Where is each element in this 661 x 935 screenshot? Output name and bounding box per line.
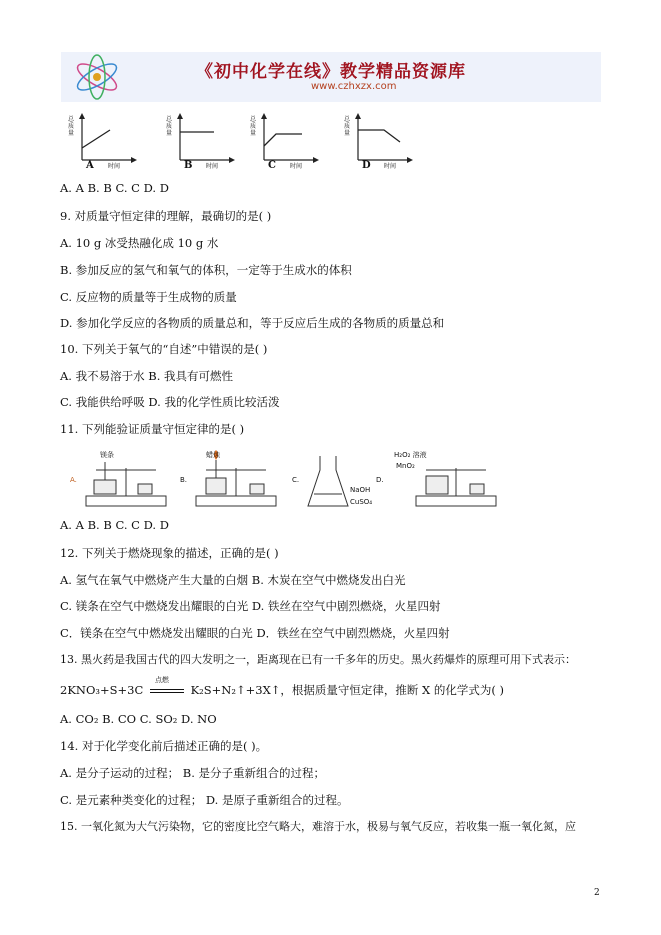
q11-label-d: D. — [376, 476, 384, 484]
graph-ylabel: 总质量 — [68, 116, 75, 137]
graph-b — [166, 112, 236, 174]
q11-apparatus-row — [60, 448, 620, 518]
q9-option-d: D. 参加化学反应的各物质的质量总和，等于反应后生成的各物质的质量总和 — [60, 316, 445, 330]
q13-equation — [60, 676, 505, 698]
graph-ylabel: 总质量 — [344, 116, 351, 137]
atom-logo-icon — [67, 53, 127, 101]
banner-url: www.czhxzx.com — [311, 81, 397, 92]
q14-stem: 14. 对于化学变化前后描述正确的是( )。 — [60, 739, 268, 753]
q10-stem: 10. 下列关于氧气的“自述”中错误的是( ) — [60, 342, 268, 356]
graph-b-axes — [166, 112, 236, 174]
graph-a — [68, 112, 138, 174]
graph-c — [250, 112, 320, 174]
graph-letter: B — [184, 160, 193, 171]
graph-letter: D — [362, 160, 371, 171]
q12-stem: 12. 下列关于燃烧现象的描述，正确的是( ) — [60, 546, 279, 560]
q11-label-c: C. — [292, 476, 300, 484]
q8-options: A. A B. B C. C D. D — [60, 181, 169, 195]
q11-label-a: A. — [70, 476, 77, 484]
q11-item-b: 蜡烛 — [206, 451, 220, 459]
q11-c-cuso4: CuSO₄ — [350, 498, 373, 506]
q13-stem: 13. 黑火药是我国古代的四大发明之一，距离现在已有一千多年的历史。黑火药爆炸的原理可用下式表示： — [60, 653, 576, 666]
q13-eq-left: 2KNO₃+S+3C — [60, 683, 144, 697]
balance-apparatus-icons — [60, 448, 620, 518]
banner-title: 《初中化学在线》教学精品资源库 — [196, 62, 466, 82]
header-banner — [61, 52, 601, 102]
page-number: 2 — [594, 888, 600, 898]
q11-d-mno2: MnO₂ — [396, 462, 415, 470]
graph-letter: A — [86, 160, 94, 171]
graph-c-axes — [250, 112, 320, 174]
q11-item-a: 镁条 — [100, 451, 114, 459]
q10-options-row1: A. 我不易溶于水 B. 我具有可燃性 — [60, 369, 234, 383]
q11-d-h2o2: H₂O₂ 溶液 — [394, 451, 427, 459]
q11-label-b: B. — [180, 476, 188, 484]
q9-option-a: A. 10 g 冰受热融化成 10 g 水 — [60, 236, 219, 250]
q15-stem: 15. 一氧化氮为大气污染物，它的密度比空气略大，难溶于水，极易与氧气反应，若收集一瓶一氧化氮，应 — [60, 820, 576, 833]
q11-options: A. A B. B C. C D. D — [60, 518, 169, 532]
q11-stem: 11. 下列能验证质量守恒定律的是( ) — [60, 422, 245, 436]
q9-stem: 9. 对质量守恒定律的理解，最确切的是( ) — [60, 209, 272, 223]
graph-a-axes — [68, 112, 138, 174]
q14-options-row2: C. 是元素种类变化的过程； D. 是原子重新组合的过程。 — [60, 793, 349, 807]
graph-ylabel: 总质量 — [250, 116, 257, 137]
q9-option-c: C. 反应物的质量等于生成物的质量 — [60, 290, 237, 304]
q13-eq-right: K₂S+N₂↑+3X↑，根据质量守恒定律，推断 X 的化学式为( ) — [190, 683, 505, 697]
q11-c-naoh: NaOH — [350, 486, 371, 494]
q10-options-row2: C. 我能供给呼吸 D. 我的化学性质比较活泼 — [60, 395, 280, 409]
q13-eq-arrow — [147, 676, 187, 697]
graph-d — [344, 112, 414, 174]
graph-xlabel: 时间 — [290, 163, 303, 170]
q12-options-row2: C. 镁条在空气中燃烧发出耀眼的白光 D. 铁丝在空气中剧烈燃烧，火星四射 — [60, 599, 441, 613]
q9-option-b: B. 参加反应的氢气和氧气的体积，一定等于生成水的体积 — [60, 263, 352, 277]
q14-options-row1: A. 是分子运动的过程； B. 是分子重新组合的过程； — [60, 766, 326, 780]
graph-xlabel: 时间 — [108, 163, 121, 170]
q13-options: A. CO₂ B. CO C. SO₂ D. NO — [60, 712, 217, 726]
q12-options-row1: A. 氢气在氧气中燃烧产生大量的白烟 B. 木炭在空气中燃烧发出白光 — [60, 573, 406, 587]
graph-ylabel: 总质量 — [166, 116, 173, 137]
graph-d-axes — [344, 112, 414, 174]
q12-options-row3: C．镁条在空气中燃烧发出耀眼的白光 D．铁丝在空气中剧烈燃烧，火星四射 — [60, 626, 450, 640]
graph-xlabel: 时间 — [206, 163, 219, 170]
q13-eq-condition: 点燃 — [154, 676, 169, 684]
graph-letter: C — [268, 160, 276, 171]
graph-xlabel: 时间 — [384, 163, 397, 170]
